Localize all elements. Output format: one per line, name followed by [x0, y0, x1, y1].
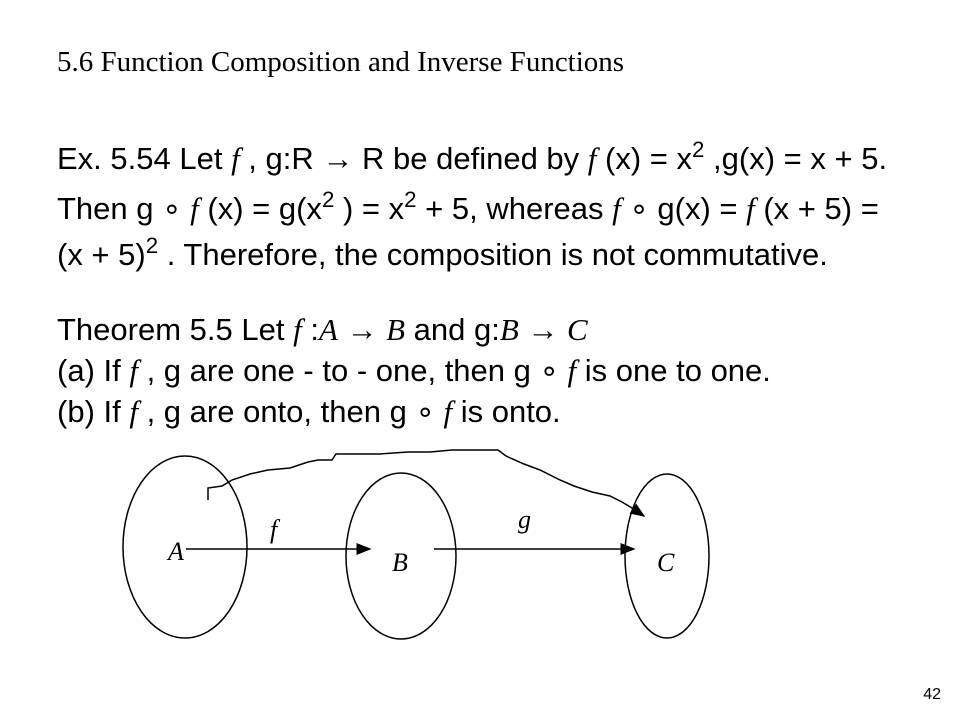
set-A-ellipse — [123, 456, 247, 638]
set-B-label: B — [392, 548, 408, 577]
example-line-3: $(x + 5)^2$ . Therefore, the composition is not commutative. — [57, 232, 828, 272]
function-g-label: g — [518, 505, 531, 534]
set-C-label: C — [657, 548, 675, 577]
function-f-label: f — [270, 515, 278, 544]
page-number: 42 — [923, 686, 941, 703]
example-line-1: Ex. 5.54 Let f , g:R → R be defined by f $(x) = x^2$ ,g(x) = x + 5. — [57, 136, 888, 176]
arrow-composition — [208, 450, 644, 516]
slide-title: 5.6 Function Composition and Inverse Functions — [57, 46, 625, 78]
theorem-line-3: (b) If f , g are onto, then g ∘ f is onto. — [57, 394, 561, 429]
theorem-line-2: (a) If f , g are one - to - one, then g ∘ f is one to one. — [57, 353, 771, 388]
theorem-line-1: Theorem 5.5 Let f :A → B and g:B → C — [57, 312, 588, 347]
example-line-2: Then g ∘ f $(x) = g(x^2$ ) = $x^2 + 5$, whereas f ∘ g(x) = f (x + 5) = — [57, 186, 879, 226]
set-A-label: A — [168, 537, 184, 566]
